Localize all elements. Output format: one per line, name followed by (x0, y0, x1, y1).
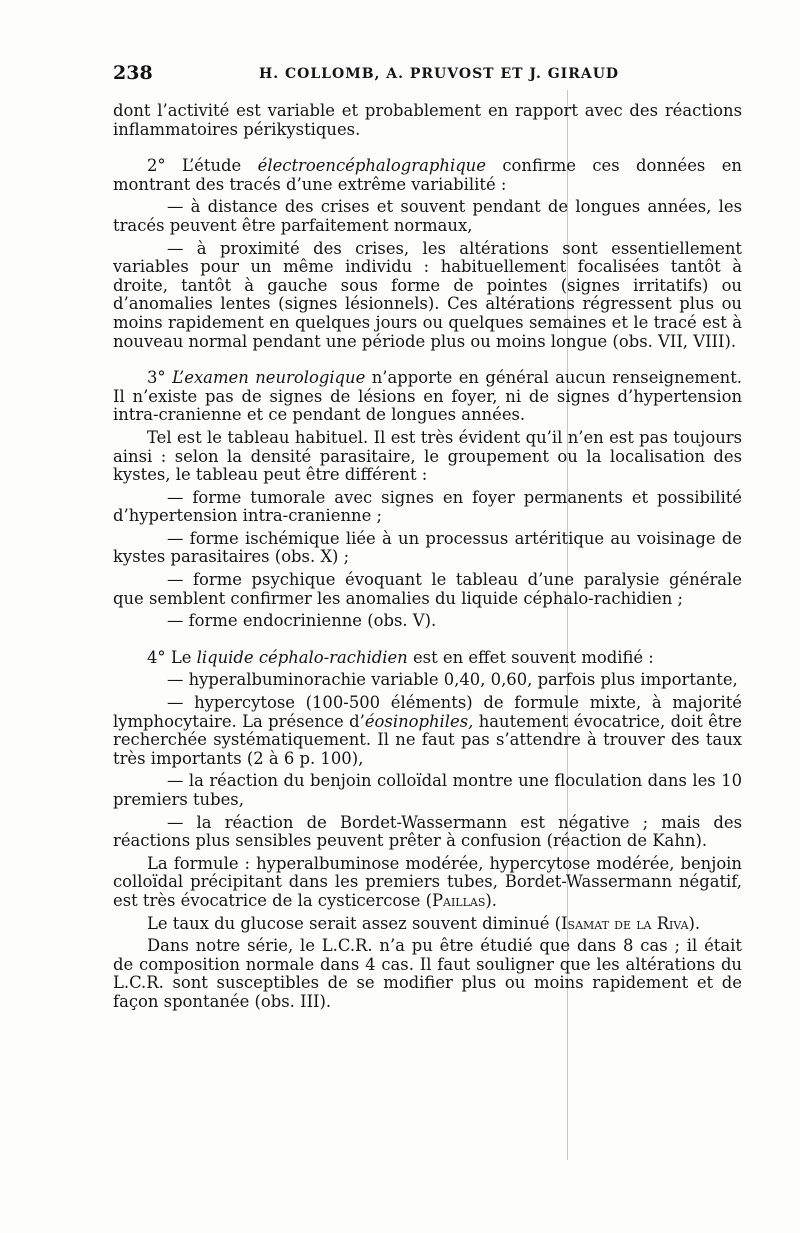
paragraph: Dans notre série, le L.C.R. n’a pu être étudié que dans 8 cas ; il était de composition normale dans 4 cas. Il faut souligner que les altérations du L.C.R. sont susceptibles de se modifier plus ou moins rapidement et de façon spontanée (obs. III). (113, 936, 742, 1011)
list-item: — forme psychique évoquant le tableau d’une paralysie générale que semblent confirmer les anomalies du liquide céphalo-rachidien ; (113, 570, 742, 608)
list-item: — hypercytose (100-500 éléments) de formule mixte, à majorité lymphocytaire. La présence d’éosinophiles, hautement évocatrice, doit être recherchée systématiquement. Il ne faut pas s’attendre à trouver des taux très importants (2 à 6 p. 100), (113, 693, 742, 768)
list-item: — à distance des crises et souvent pendant de longues années, les tracés peuvent être parfaitement normaux, (113, 197, 742, 235)
author-name: Isamat de la Riva (561, 913, 689, 933)
list-item: — la réaction du benjoin colloïdal montre une floculation dans les 10 premiers tubes, (113, 771, 742, 809)
list-item: — la réaction de Bordet-Wassermann est négative ; mais des réactions plus sensibles peuvent prêter à confusion (réaction de Kahn). (113, 812, 742, 851)
emphasis: éosinophiles, (364, 711, 474, 731)
running-title: H. COLLOMB, A. PRUVOST ET J. GIRAUD (259, 66, 620, 82)
paragraph-lcr: 4° Le liquide céphalo-rachidien est en effet souvent modifié : (147, 647, 654, 667)
body-text (113, 102, 742, 1012)
list-item: — forme tumorale avec signes en foyer permanents et possibilité d’hypertension intra-cranienne ; (113, 487, 742, 526)
paragraph: Le taux du glucose serait assez souvent diminué (Isamat de la Riva). (147, 913, 701, 933)
list-item: — à proximité des crises, les altérations sont essentiellement variables pour un même individu : habituellement focalisées tantôt à droite, tantôt à gauche sous forme de pointes (signes irritatifs) ou d’anomalies lentes (signes lésionnels). Ces altérations régressent plus ou moins rapidement en quelques jours ou quelques semaines et le tracé est à nouveau normal pendant une période plus ou moins longue (obs. VII, VIII). (113, 238, 742, 351)
emphasis: liquide céphalo-rachidien (196, 647, 408, 667)
paragraph: La formule : hyperalbuminose modérée, hypercytose modérée, benjoin colloïdal précipitant dans les premiers tubes, Bordet-Wassermann négatif, est très évocatrice de la cysticercose (Paillas). (113, 853, 742, 910)
list-item: — forme endocrinienne (obs. V). (167, 611, 437, 631)
emphasis: électroencéphalographique (257, 156, 486, 176)
paragraph-neuro: 3° L’examen neurologique n’apporte en général aucun renseignement. Il n’existe pas de signes de lésions en foyer, ni de signes d’hypertension intra-cranienne et ce pendant de longues années. (113, 368, 742, 425)
emphasis: L’examen neurologique (172, 368, 366, 388)
list-item: — hyperalbuminorachie variable 0,40, 0,60, parfois plus importante, (167, 670, 738, 690)
paragraph: Tel est le tableau habituel. Il est très évident qu’il n’en est pas toujours ainsi : selon la densité parasitaire, le groupement ou la localisation des kystes, le tableau peut être différent : (113, 427, 742, 485)
paragraph: dont l’activité est variable et probablement en rapport avec des réactions inflammatoires périkystiques. (113, 101, 742, 139)
paragraph-eeg: 2° L’étude électroencéphalographique confirme ces données en montrant des tracés d’une extrême variabilité : (113, 156, 742, 194)
page-header (113, 62, 743, 86)
page-number: 238 (113, 62, 153, 84)
author-name: Paillas (431, 890, 486, 910)
list-item: — forme ischémique liée à un processus artéritique au voisinage de kystes parasitaires (obs. X) ; (113, 528, 742, 567)
